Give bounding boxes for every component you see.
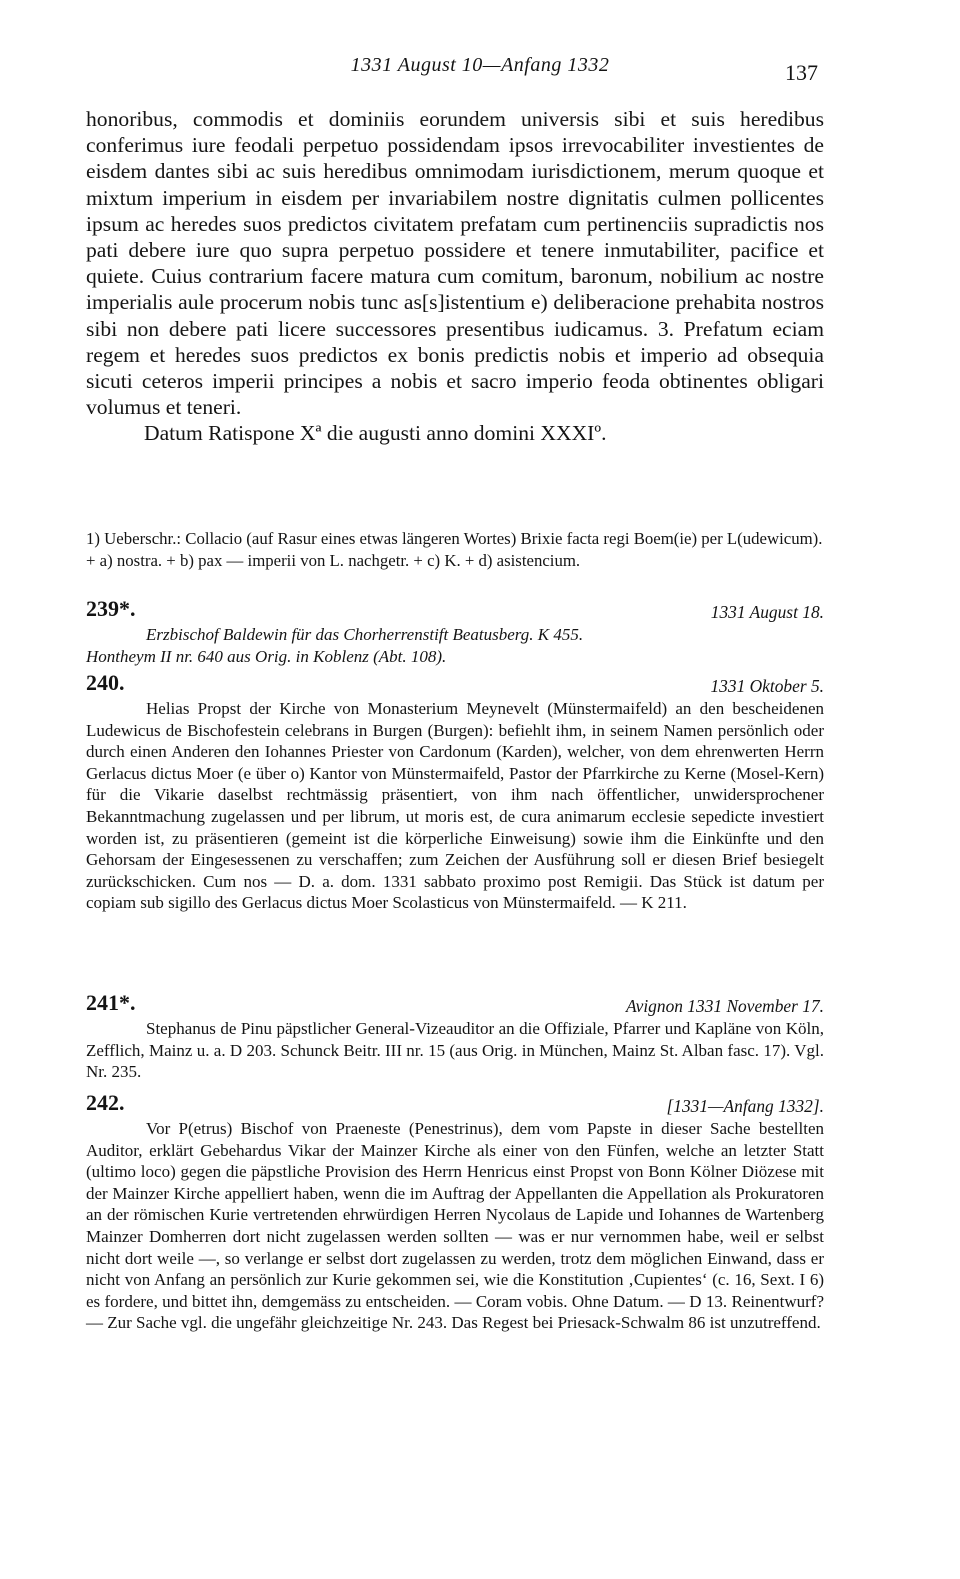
entry-header [86,670,824,698]
main-text-body: honoribus, commodis et dominiis eorundem universis sibi et suis heredibus conferimus iure feodali perpetuo possidendam ipsos irrevocabiliter investientes de eisdem dantes sibi ac suis heredibus omnimodam iurisdictionem, merum quoque et mixtum imperium in eisdem per invariabilem nostre dignitatis culmen pollicentes ipsum ac heredes suos predictos civitatem prefatam cum pertinenciis supradictis nos pati debere iure quo supra perpetuo possidere et tenere inmutabiliter, pacifice et quiete. Cuius contrarium facere matura cum comitum, baronum, nobilium ac nostre imperialis aule procerum nobis tunc as[s]istentium e) deliberacione prehabita nostros sibi non debere pati licere successores presentibus iudicamus. 3. Prefatum eciam regem et heredes suos predictos ex bonis predictis nobis et imperio ad obsequia sicuti ceteros imperii principes a nobis et sacro imperio feoda obtinentes obligari volumus et teneri. [86,107,824,420]
entry-date: 1331 Oktober 5. [710,676,824,696]
entry-summary: Stephanus de Pinu päpstlicher General-Vizeauditor an die Offiziale, Pfarrer und Kapläne von Köln, Zefflich, Mainz u. a. D 203. Schunck Beitr. III nr. 15 (aus Orig. in München, Mainz St. Alban fasc. 17). Vgl. Nr. 235. [86,1019,824,1082]
entry-number: 241*. [86,990,136,1015]
entry-241 [86,990,824,1083]
main-text [86,106,824,447]
entry-date: 1331 August 18. [710,602,824,622]
entry-242 [86,1090,824,1334]
entry-summary: Vor P(etrus) Bischof von Praeneste (Penestrinus), dem vom Papste in dieser Sache bestellten Auditor, erklärt Gebehardus Vikar der Mainzer Kirche als einer von den Fünfen, welche an letzter Statt (ultimo loco) gegen die päpstliche Provision des Herrn Henricus einst Propst von Bonn Kölner Diözese mit der Mainzer Kirche appelliert haben, wenn die im Auftrag der Appellanten die Appellation als Prokuratoren an der römischen Kurie vertretenden ehrwürdigen Herren Nycolaus de Lapide und Iohannes de Wartenberg Mainzer Domherren dort nicht zugelassen werden sollten — was er nur vernommen habe, weil er selbst nicht dort weile —, so verlange er selbst dort zugelassen zu werden, trotz dem möglichen Einwand, dass er nicht von Anfang an persönlich zur Kurie gekommen sei, wie die Konstitution ‚Cupientes‘ (c. 16, Sext. I 6) es fordere, und bittet ihn, demgemäss zu entscheiden. — Coram vobis. Ohne Datum. — D 13. Reinentwurf? — Zur Sache vgl. die ungefähr gleichzeitige Nr. 243. Das Regest bei Priesack-Schwalm 86 ist unzutreffend. [86,1119,824,1333]
page-number: 137 [785,60,818,85]
entry-date: [1331—Anfang 1332]. [666,1096,824,1116]
running-head: 1331 August 10—Anfang 1332 [350,54,610,76]
entry-summary: Erzbischof Baldewin für das Chorherrenstift Beatusberg. K 455. [146,625,584,644]
entry-header [86,1090,824,1118]
entry-number: 240. [86,670,125,695]
entry-239 [86,596,824,667]
datum-line: Datum Ratispone Xª die augusti anno domini XXXIº. [144,421,607,446]
footnote-text: 1) Ueberschr.: Collacio (auf Rasur eines etwas längeren Wortes) Brixie facta regi Boem(ie) per L(udewicum). + a) nostra. + b) pax — imperii von L. nachgetr. + c) K. + d) asistencium. [86,529,823,570]
entry-date: Avignon 1331 November 17. [625,996,824,1016]
entry-number: 239*. [86,596,136,621]
entry-reference: Hontheym II nr. 640 aus Orig. in Koblenz (Abt. 108). [86,646,447,666]
entry-240 [86,670,824,914]
entry-summary: Helias Propst der Kirche von Monasterium Meynevelt (Münstermaifeld) an den bescheidenen Ludewicus de Bischofestein celebrans in Burgen (Burgen): befiehlt ihm, in seinem Namen persönlich oder durch einen Anderen den Iohannes Priester von Cardonum (Karden), welcher, von dem ehrenwerten Herrn Gerlacus dictus Moer (e über o) Kantor von Münstermaifeld, Pastor der Pfarrkirche zu Kerne (Mosel-Kern) für die Vikarie daselbst rechtmässig präsentiert, von ihm nach öffentlicher, unwidersprochener Bekanntmachung zugelassen und per librum, ut moris est, de cura animarum ecclesie sepedicte investiert worden ist, zu präsentieren (gemeint ist die körperliche Einweisung) sowie ihm die Einkünfte und den Gehorsam der Eingesessenen zu verschaffen; zum Zeichen der Ausführung soll er diesen Brief besiegelt zurückschicken. Cum nos — D. a. dom. 1331 sabbato proximo post Remigii. Das Stück ist datum per copiam sub sigillo des Gerlacus dictus Moer Scolasticus von Münstermaifeld. — K 211. [86,699,824,913]
entry-number: 242. [86,1090,125,1115]
entry-header [86,596,824,624]
entry-header [86,990,824,1018]
footnotes [86,528,824,571]
